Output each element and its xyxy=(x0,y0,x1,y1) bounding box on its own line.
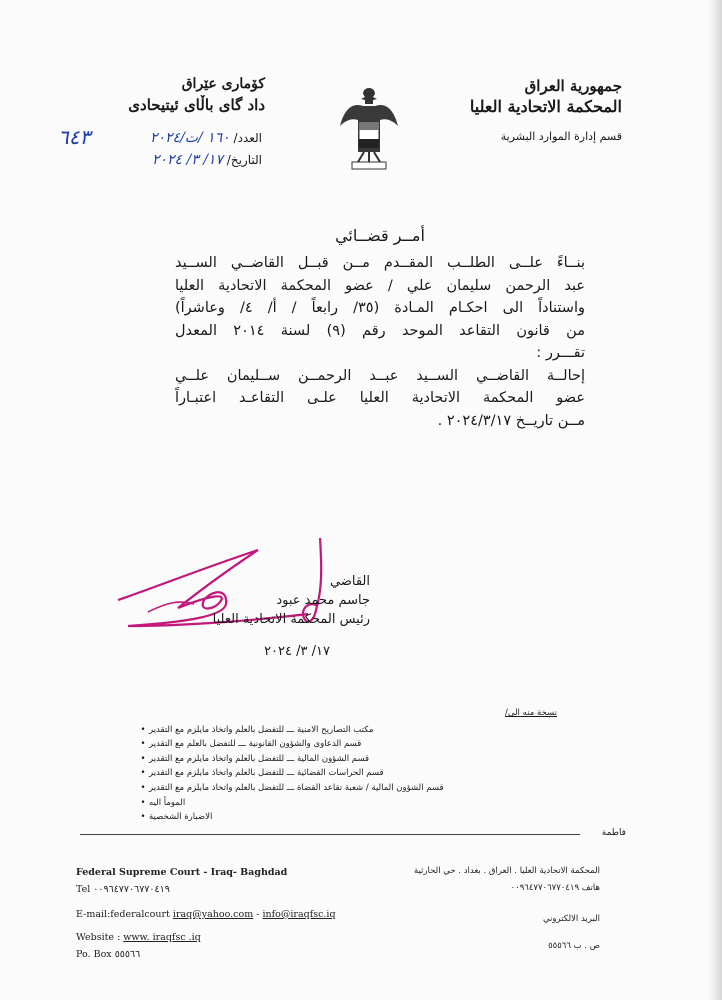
footer-pobox: Po. Box ٥٥٥٦٦ xyxy=(76,949,141,960)
order-line: مــن تاريــخ ٢٠٢٤/٣/١٧ . xyxy=(437,412,585,429)
footer-email-row xyxy=(76,908,376,925)
signer-name: جاسم محمد عبود xyxy=(276,593,370,608)
header-left xyxy=(95,74,265,116)
footer-english xyxy=(76,866,376,965)
copy-recipient: قسم الحراسات القضائية ـــ للتفضل بالعلم واتخاذ مايلزم مع التقدير xyxy=(149,768,384,779)
reference-block xyxy=(72,127,262,171)
email-label: E-mail:federalcourt xyxy=(76,909,170,920)
email-link-info[interactable]: info@iraqfsc.iq xyxy=(262,909,336,920)
signature-block xyxy=(200,572,370,629)
department-name: قسم إدارة الموارد البشرية xyxy=(500,130,622,143)
copy-recipient: الاضبارة الشخصية xyxy=(149,812,213,823)
order-body xyxy=(175,252,585,432)
court-name-kurdish: داد گای باڵای ئیتیحادی xyxy=(128,96,265,114)
footer-divider xyxy=(80,834,580,835)
email-link-yahoo[interactable]: iraq@yahoo.com xyxy=(172,909,254,920)
footer-org: Federal Supreme Court - Iraq- Baghdad xyxy=(76,867,288,878)
order-line: واستناداً الى احكـام المـادة (٣٥/ رابعاً / أ/ ٤/ وعاشراً) xyxy=(175,300,585,316)
list-item xyxy=(137,723,557,738)
order-line: إحالــة القاضــي الســيد عبــد الرحمــن ســليمان علــي xyxy=(175,367,585,384)
page-edge-shadow xyxy=(708,0,722,1000)
typist-initial: فاطمة xyxy=(601,828,626,838)
handwritten-number: ٦٤٣ xyxy=(58,125,91,149)
order-line: تقـــرر : xyxy=(536,345,585,361)
header-right xyxy=(402,76,622,143)
bullet-icon: • xyxy=(140,739,146,750)
country-name: جمهورية العراق xyxy=(524,77,622,95)
reference-number-row xyxy=(72,127,262,149)
footer-arabic xyxy=(340,866,600,958)
footer-phone-ar: هاتف ٠٠٩٦٤٧٧٠٦٧٧٠٤١٩ xyxy=(510,883,600,893)
court-name: المحكمة الاتحادية العليا xyxy=(469,97,622,116)
bullet-icon: • xyxy=(140,768,146,779)
email-separator: - xyxy=(253,909,263,920)
document-title: أمــر قضــائي xyxy=(335,226,425,245)
bullet-icon: • xyxy=(140,753,146,764)
bullet-icon: • xyxy=(140,797,146,808)
list-item xyxy=(137,766,557,781)
copy-recipient: قسم الشؤون المالية / شعبة تقاعد القضاة ـــ للتفضل بالعلم واتخاذ مايلزم مع التقدير xyxy=(149,782,444,793)
signer-position: رئيس المحكمة الاتحادية العليا xyxy=(212,612,370,627)
country-name-kurdish: كۆماری عێراق xyxy=(181,76,265,92)
footer-website-row xyxy=(76,931,376,948)
order-line: من قانون التقاعد الموحد رقم (٩) لسنة ٢٠١٤ المعدل xyxy=(175,322,585,339)
reference-date-row xyxy=(72,149,262,171)
order-line: عضو المحكمة الاتحادية العليا علـى التقاعـد اعتبـاراً xyxy=(175,390,585,406)
list-item xyxy=(137,737,557,752)
footer-tel: Tel ٠٠٩٦٤٧٧٠٦٧٧٠٤١٩ xyxy=(76,884,170,895)
list-item xyxy=(137,796,557,811)
footer-pobox-ar: ص . ب ٥٥٥٦٦ xyxy=(548,941,600,951)
signer-role: القاضي xyxy=(330,574,370,589)
date-label: التاريخ/ xyxy=(226,153,262,167)
footer-email-label-ar: البريد الالكتروني xyxy=(542,914,600,924)
website-link[interactable]: www. iraqfsc .iq xyxy=(123,932,201,943)
bullet-icon: • xyxy=(140,782,146,793)
copy-recipient: قسم الشؤون المالية ـــ للتفضل بالعلم واتخاذ مايلزم مع التقدير xyxy=(149,753,370,764)
bullet-icon: • xyxy=(140,812,146,823)
copies-heading: نسخة منه الى/ xyxy=(505,708,557,718)
order-line: عبد الرحمن سليمان علي / عضو المحكمة الاتحادية العليا xyxy=(175,277,585,294)
eagle-emblem-icon xyxy=(336,82,402,172)
order-line: بنــاءً علــى الطلــب المقــدم مــن قبــل القاضــي الســيد xyxy=(175,255,585,271)
list-item xyxy=(137,810,557,825)
signature-date-text: ١٧/ ٣/ ٢٠٢٤ xyxy=(264,644,330,659)
copies-list xyxy=(137,706,557,825)
copy-recipient: قسم الدعاوى والشؤون القانونية ـــ للتفضل بالعلم مع التقدير xyxy=(149,739,362,750)
footer-address-ar: المحكمة الاتحادية العليا . العراق . بغداد . حي الحارثية xyxy=(413,866,600,876)
copy-recipient: مكتب التصاريح الامنية ـــ للتفضل بالعلم واتخاذ مايلزم مع التقدير xyxy=(149,724,374,735)
list-item xyxy=(137,781,557,796)
copy-recipient: المومأ اليه xyxy=(149,797,186,808)
reference-number: ١٦٠ /ت/٢٠٢٤ xyxy=(149,130,230,146)
website-label: Website : xyxy=(76,932,124,943)
signature-date xyxy=(190,644,330,659)
bullet-icon: • xyxy=(140,724,146,735)
reference-date: ١٧/ ٣/ ٢٠٢٤ xyxy=(151,152,223,168)
reference-label: العدد/ xyxy=(233,131,262,145)
list-item xyxy=(137,752,557,767)
